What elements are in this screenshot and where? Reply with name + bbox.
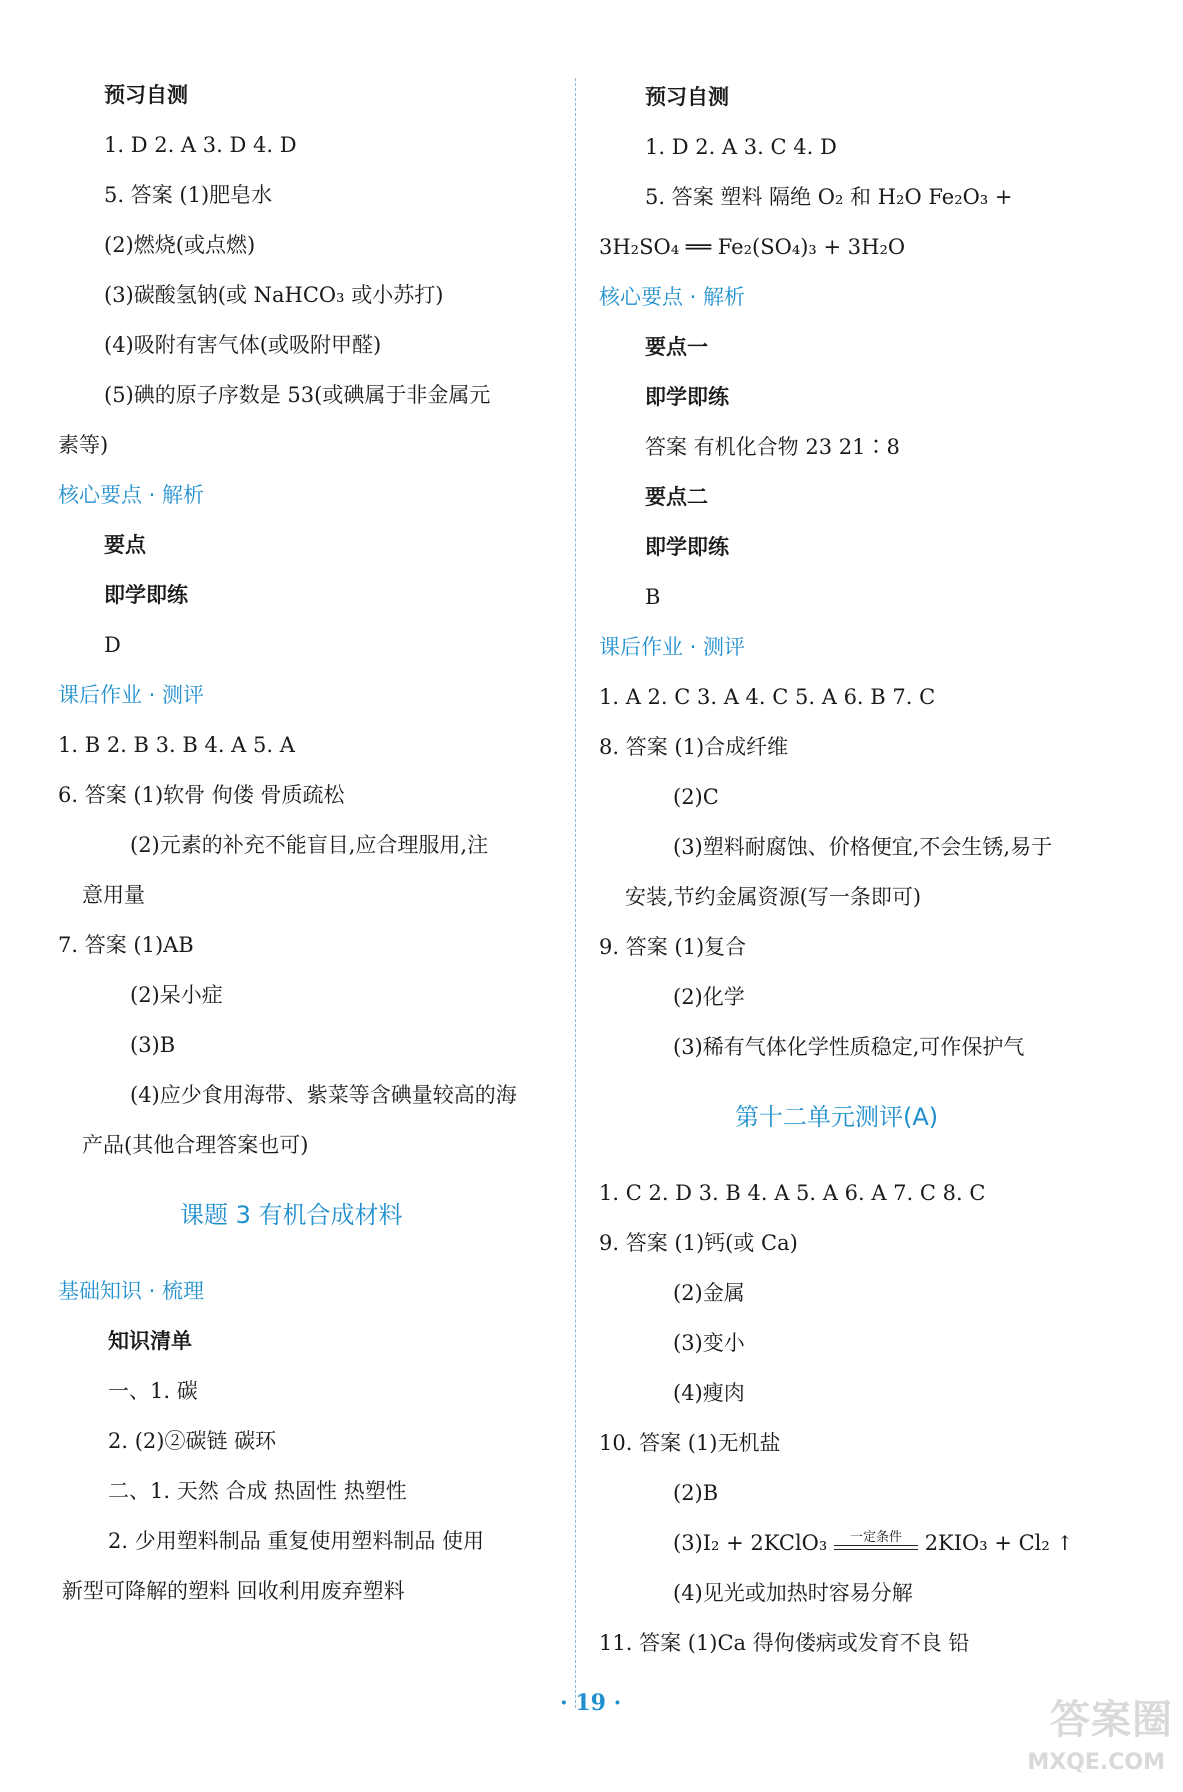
answer-line: 二、1. 天然 合成 热固性 热塑性	[108, 1479, 407, 1503]
answer-line: (2)呆小症	[130, 983, 223, 1007]
equation-reactants: (3)I₂ + 2KClO₃	[673, 1531, 834, 1555]
section-heading: 课后作业 · 测评	[58, 683, 205, 707]
answer-line: (3)稀有气体化学性质稳定,可作保护气	[673, 1035, 1025, 1059]
answer-line: (3)变小	[673, 1331, 745, 1355]
answer-line: (4)见光或加热时容易分解	[673, 1581, 913, 1605]
answer-line: (2)燃烧(或点燃)	[104, 233, 256, 257]
answer-line: (2)C	[673, 785, 719, 809]
answer-line: 要点二	[645, 485, 708, 509]
lesson-title: 课题 3 有机合成材料	[180, 1201, 403, 1229]
answer-line: 答案 有机化合物 23 21∶8	[645, 435, 900, 459]
answer-line: D	[104, 633, 121, 657]
answer-line: 2. 少用塑料制品 重复使用塑料制品 使用	[108, 1529, 485, 1553]
answer-line: (3)碳酸氢钠(或 NaHCO₃ 或小苏打)	[104, 283, 444, 307]
answer-line: (2)化学	[673, 985, 745, 1009]
answer-line: 1. C 2. D 3. B 4. A 5. A 6. A 7. C 8. C	[599, 1181, 986, 1205]
answer-line: 9. 答案 (1)复合	[599, 935, 747, 959]
condition-label: 一定条件	[849, 1530, 902, 1545]
answer-line: 即学即练	[104, 583, 188, 607]
answer-line: 1. D 2. A 3. D 4. D	[104, 133, 297, 157]
equation-products: 2KIO₃ + Cl₂	[924, 1531, 1050, 1555]
answer-line: 1. D 2. A 3. C 4. D	[645, 135, 837, 159]
answer-line: 要点	[104, 533, 146, 557]
answer-line: 素等)	[58, 433, 109, 457]
answer-line: 即学即练	[645, 385, 729, 409]
answer-line: 1. B 2. B 3. B 4. A 5. A	[58, 733, 295, 757]
answer-line: 一、1. 碳	[108, 1379, 198, 1403]
answer-line: 预习自测	[645, 85, 729, 109]
answer-line: 预习自测	[104, 83, 188, 107]
column-divider	[575, 78, 576, 1708]
answer-line: 知识清单	[108, 1329, 192, 1353]
answer-line: 5. 答案 塑料 隔绝 O₂ 和 H₂O Fe₂O₃ +	[645, 185, 1013, 209]
answer-line: 2. (2)②碳链 碳环	[108, 1429, 277, 1453]
page-number: · 19 ·	[560, 1690, 622, 1716]
reaction-condition	[834, 1530, 918, 1550]
answer-line: (2)B	[673, 1481, 719, 1505]
answer-line: (4)应少食用海带、紫菜等含碘量较高的海	[130, 1083, 517, 1107]
answer-line: (3)B	[130, 1033, 176, 1057]
answer-line: 10. 答案 (1)无机盐	[599, 1431, 781, 1455]
answer-line: (4)瘦肉	[673, 1381, 745, 1405]
answer-line: 6. 答案 (1)软骨 佝偻 骨质疏松	[58, 783, 345, 807]
answer-line: (2)元素的补充不能盲目,应合理服用,注	[130, 833, 489, 857]
answer-line: 意用量	[82, 883, 145, 907]
lesson-title: 第十二单元测评(A)	[735, 1103, 939, 1131]
answer-line: 安装,节约金属资源(写一条即可)	[625, 885, 922, 909]
answer-line: 5. 答案 (1)肥皂水	[104, 183, 273, 207]
answer-line: 即学即练	[645, 535, 729, 559]
equation-line	[673, 1530, 1073, 1556]
answer-line: (4)吸附有害气体(或吸附甲醛)	[104, 333, 382, 357]
section-heading: 课后作业 · 测评	[599, 635, 746, 659]
answer-line: (3)塑料耐腐蚀、价格便宜,不会生锈,易于	[673, 835, 1053, 859]
answer-line: 9. 答案 (1)钙(或 Ca)	[599, 1231, 798, 1255]
answer-line: 11. 答案 (1)Ca 得佝偻病或发育不良 铅	[599, 1631, 970, 1655]
answer-line: 产品(其他合理答案也可)	[82, 1133, 309, 1157]
section-heading: 核心要点 · 解析	[599, 285, 746, 309]
answer-line: B	[645, 585, 661, 609]
answer-line: 1. A 2. C 3. A 4. C 5. A 6. B 7. C	[599, 685, 936, 709]
watermark-url: MXQE.COM	[1027, 1750, 1165, 1775]
answer-line: 8. 答案 (1)合成纤维	[599, 735, 789, 759]
answer-line: 3H₂SO₄ ══ Fe₂(SO₄)₃ + 3H₂O	[599, 235, 906, 259]
gas-arrow-icon: ↑	[1056, 1531, 1074, 1555]
answer-line: 要点一	[645, 335, 708, 359]
answer-line: (5)碘的原子序数是 53(或碘属于非金属元	[104, 383, 491, 407]
section-heading: 基础知识 · 梳理	[58, 1279, 205, 1303]
answer-line: 新型可降解的塑料 回收利用废弃塑料	[62, 1579, 405, 1603]
section-heading: 核心要点 · 解析	[58, 483, 205, 507]
answer-line: 7. 答案 (1)AB	[58, 933, 194, 957]
watermark-logo: 答案圈	[1050, 1697, 1173, 1743]
answer-line: (2)金属	[673, 1281, 745, 1305]
